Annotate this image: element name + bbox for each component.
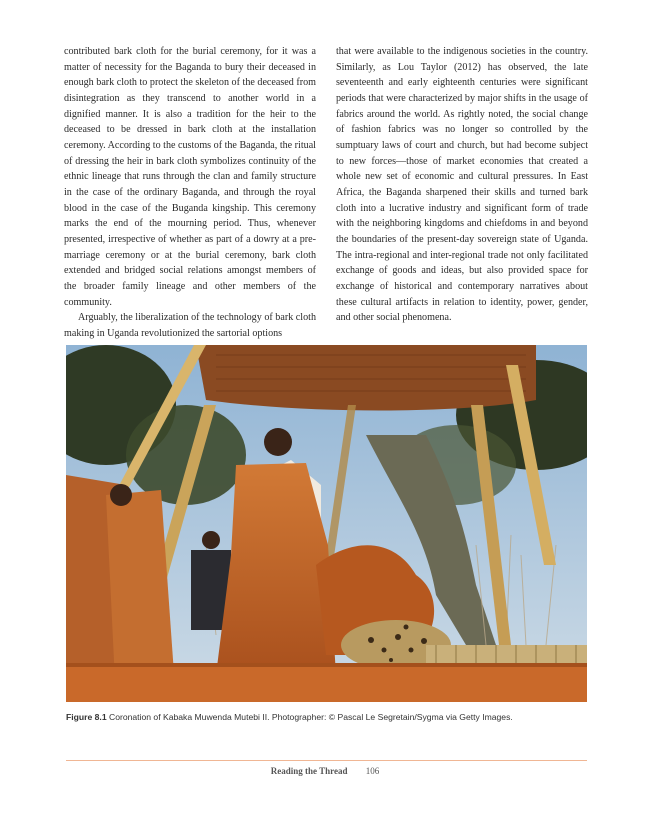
left-column [64, 44, 316, 341]
page-number: 106 [365, 766, 380, 776]
left-paragraph-1: contributed bark cloth for the burial ceremony, for it was a matter of necessity for the Baganda to bury their deceased in enough bark cloth to protect the skeleton of the deceased from disintegration as they transcend to another world in a dignified manner. It is also a tradition for the heir to the deceased to be dressed in bark cloth at the installation ceremony. According to the customs of the Baganda, the ritual of dressing the heir in bark cloth symbolizes continuity of the ethnic lineage that runs through the clan and family structure in the case of the ordinary Baganda, and through the royal blood in the case of the Buganda kingship. This ceremony marks the end of the mourning period. Thus, whenever presented, irrespective of whether as part of a dowry at a pre-marriage ceremony or at the burial ceremony, bark cloth extended and bridged social relations amongst members of the broader family lineage and other members of the community. [64, 46, 316, 308]
figure-label: Figure 8.1 [66, 712, 107, 722]
bark-cloth-platform [66, 663, 587, 702]
running-title: Reading the Thread [270, 766, 348, 776]
body-text [64, 44, 588, 344]
figure-photo [66, 345, 587, 702]
figure-caption [66, 712, 587, 722]
right-column [336, 44, 588, 326]
left-paragraph-2: Arguably, the liberalization of the technology of bark cloth making in Uganda revolutionized the sartorial options [64, 312, 316, 339]
footer-rule [66, 760, 587, 761]
coronation-photo-illustration [66, 345, 587, 702]
page-footer [0, 766, 650, 776]
figure-caption-text: Coronation of Kabaka Muwenda Mutebi II. Photographer: © Pascal Le Segretain/Sygma via Getty Images. [108, 712, 513, 722]
right-paragraph-1: that were available to the indigenous societies in the country. Similarly, as Lou Taylor (2012) has observed, the late seventeenth and early eighteenth centuries were significant periods that were characterized by major shifts in the usage of fabrics around the world. As rightly noted, the social change of fashion fabrics was no longer so controlled by the sumptuary laws of court and church, but had become subject to new forces—those of market economies that created a whole new set of economic and cultural pressures. In East Africa, the Baganda sharpened their skills and turned bark cloth into a lucrative industry and significant form of trade with the neighboring kingdoms and chiefdoms in and beyond the boundaries of the present-day sovereign state of Uganda. The intra-regional and inter-regional trade not only facilitated exchange of goods and ideas, but also provided space for exchange of historical and contemporary narratives about these cultural artifacts in relation to identity, power, gender, and other social phenomena. [336, 46, 588, 324]
